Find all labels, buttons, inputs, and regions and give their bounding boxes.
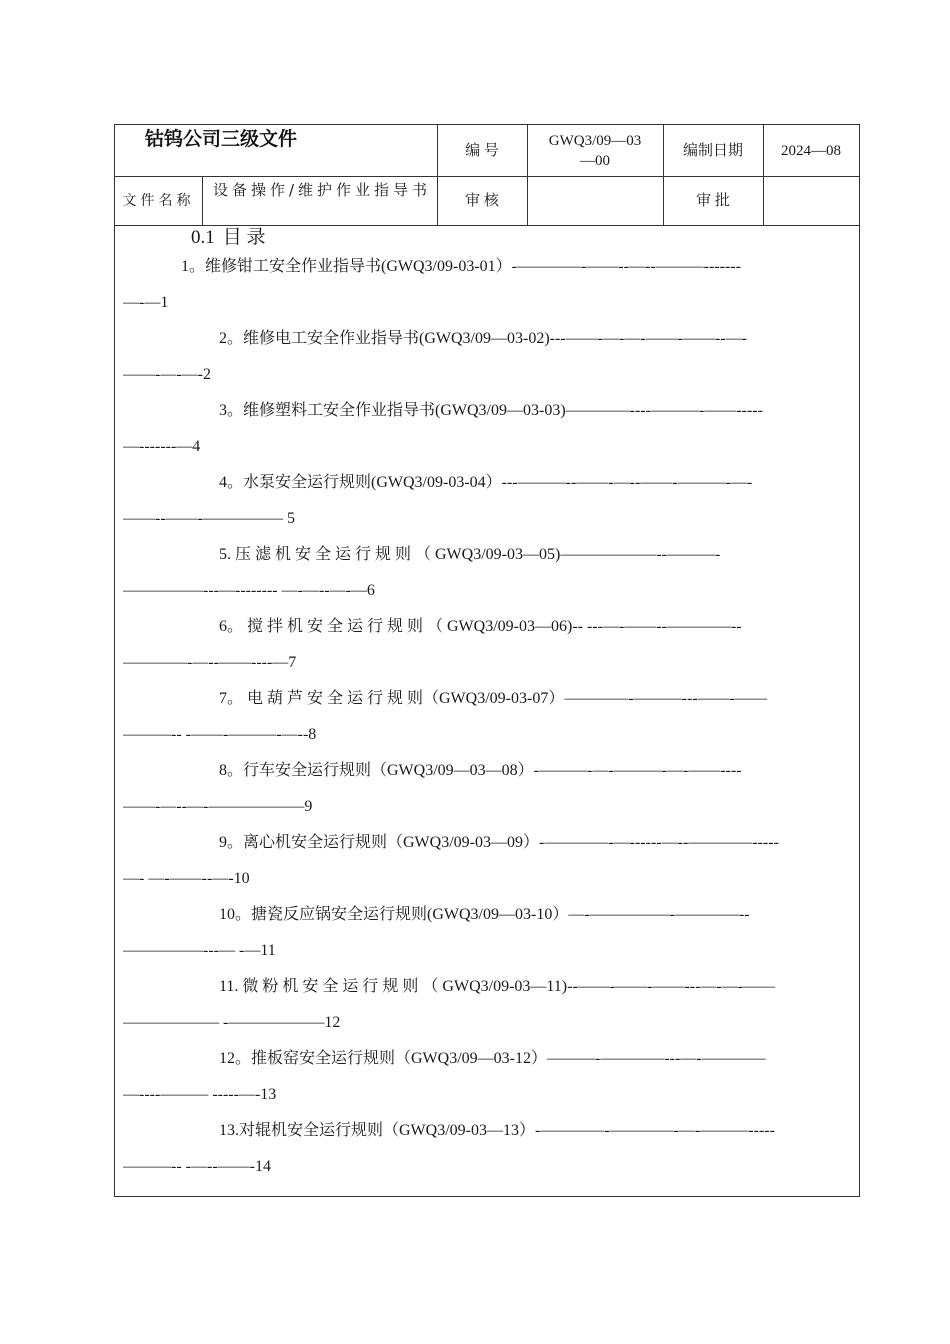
review-value xyxy=(527,176,663,225)
toc-heading xyxy=(191,226,266,250)
toc-entry-line2: ———-- -—--——-14 xyxy=(123,1158,271,1175)
number-value-line1: GWQ3/09—03 xyxy=(548,132,642,149)
toc-entry xyxy=(123,825,852,897)
document-frame xyxy=(114,124,860,1197)
toc-entry-line2: —————---— -—11 xyxy=(123,942,276,959)
toc-entry-line2: ——-—-—-2 xyxy=(123,366,211,383)
review-label: 审 核 xyxy=(465,192,499,209)
number-value-line2: —00 xyxy=(580,152,610,169)
toc-entry-line1: 10。搪瓷反应锅安全运行规则(GWQ3/09—03-10）—-—————-————-- xyxy=(219,906,750,923)
number-label: 编 号 xyxy=(465,142,499,159)
toc-entry-line1: 5. 压 滤 机 安 全 运 行 规 则 （ GWQ3/09-03—05)——————--———- xyxy=(219,546,721,563)
toc-heading-text: 目 录 xyxy=(222,227,266,248)
toc-entry xyxy=(123,537,852,609)
toc-entry-line1: 1。维修钳工安全作业指导书(GWQ3/09-03-01）-————-——--—--———------- xyxy=(181,258,741,275)
number-value xyxy=(527,125,663,176)
toc-entry-line1: 12。推板窑安全运行规则（GWQ3/09—03-12）———-————---—-———— xyxy=(219,1050,766,1067)
approve-label: 审 批 xyxy=(696,192,730,209)
toc-entry-line1: 2。维修电工安全作业指导书(GWQ3/09—03-02)---——-—-—-——-——--—- xyxy=(219,330,747,347)
toc-entry-line2: —----——— -----—-13 xyxy=(123,1086,277,1103)
approve-value xyxy=(763,176,859,225)
col-divider xyxy=(202,176,203,225)
toc-entry-line2: ——--——-————— 5 xyxy=(123,510,295,527)
toc-list xyxy=(123,249,852,1185)
toc-entry-line1: 4。水泵安全运行规则(GWQ3/09-03-04）---———--——-—--——-———-—- xyxy=(219,474,753,491)
toc-entry xyxy=(123,249,852,321)
toc-entry xyxy=(123,465,852,537)
toc-entry xyxy=(123,897,852,969)
toc-entry-line1: 9。离心机安全运行规则（GWQ3/09-03—09）-————-—------—--————----- xyxy=(219,834,779,851)
toc-entry xyxy=(123,1041,852,1113)
toc-entry-line1: 8。行车安全运行规则（GWQ3/09—03—08）-———-—-———-—-——---- xyxy=(219,762,742,779)
toc-entry xyxy=(123,969,852,1041)
toc-entry xyxy=(123,609,852,681)
toc-entry xyxy=(123,1113,852,1185)
toc-entry-line1: 7。 电 葫 芦 安 全 运 行 规 则（GWQ3/09-03-07）————-———---——-—— xyxy=(219,690,767,707)
toc-heading-number: 0.1 xyxy=(191,227,215,248)
file-name-value: 设备操作/维护作业指导书 xyxy=(213,181,432,199)
toc-entry-line2: —————---—-------- —-—--—-—6 xyxy=(123,582,375,599)
toc-entry-line1: 3。维修塑料工安全作业指导书(GWQ3/09—03-03)————----———-——----- xyxy=(219,402,763,419)
toc-entry xyxy=(123,393,852,465)
toc-entry-line2: —————— -——————12 xyxy=(123,1014,341,1031)
toc-entry-line2: —-------—4 xyxy=(123,438,201,455)
toc-entry-line2: —- —-——--—-10 xyxy=(123,870,250,887)
toc-entry-line1: 6。 搅 拌 机 安 全 运 行 规 则 （ GWQ3/09-03—06)-- ---—-——--————-- xyxy=(219,618,742,635)
toc-entry-line1: 11. 微 粉 机 安 全 运 行 规 则 （ GWQ3/09-03—11)--——-——-——---—-—-—— xyxy=(219,978,776,995)
toc-entry-line2: ———-- -——-———-—--8 xyxy=(123,726,317,743)
toc-entry-line2: ————-—--——----—7 xyxy=(123,654,297,671)
toc-entry-line1: 13.对辊机安全运行规则（GWQ3/09-03—13）-————-————-—-———----- xyxy=(219,1122,775,1139)
toc-entry-line2: —-—1 xyxy=(123,294,169,311)
toc-entry xyxy=(123,681,852,753)
date-value: 2024—08 xyxy=(781,142,841,159)
date-label: 编制日期 xyxy=(682,142,743,159)
company-heading: 钴钨公司三级文件 xyxy=(145,128,298,150)
toc-entry-line2: ——-—--—-——————9 xyxy=(123,798,313,815)
toc-entry xyxy=(123,753,852,825)
toc-entry xyxy=(123,321,852,393)
file-name-label: 文件名称 xyxy=(122,192,195,209)
